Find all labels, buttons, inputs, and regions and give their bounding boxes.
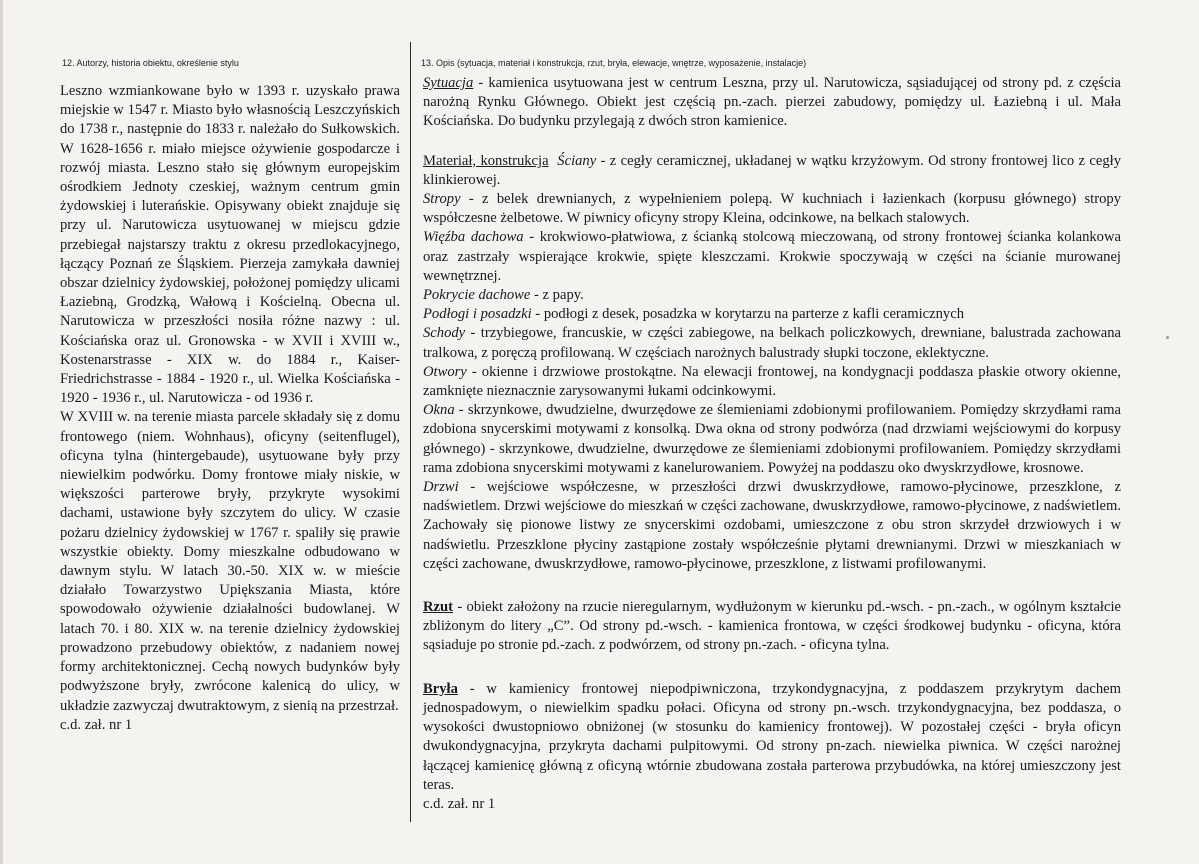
history-column — [60, 82, 400, 735]
history-paragraph-1: Leszno wzmiankowane było w 1393 r. uzyskało prawa miejskie w 1547 r. Miasto było własnością Leszczyńskich do 1738 r., następnie do 1833 r. należało do Sułkowskich. W 1628-1656 r. miało miejsce ożywienie gospodarcze i rozwój miasta. Leszno stało się głównym europejskim ośrodkiem Jednoty czeskiej, ważnym centrum gmin żydowskiej i luterańskie. Opisywany obiekt znajduje się przy ul. Narutowicza usytuowanej w miejscu gdzie przebiegał najstarszy traktu z okresu przedlokacyjnego, łączący Poznań ze Śląskiem. Pierzeja zamykała dawniej obszar dzielnicy żydowskiej, położonej pomiędzy ulicami Łaziebną, Grodzką, Wałową i Kościelną. Obecna ul. Narutowicza w przeszłości nosiła różne nazwy : ul. Kościańska oraz ul. Gronowska - w XVII i XVIII w., Kostenarstrasse - XIX w. do 1884 r., Kaiser-Friedrichstrasse - 1884 - 1920 r., ul. Wielka Kościańska - 1920 - 1936 r., ul. Narutowicza - od 1936 r. — [60, 83, 400, 407]
stairs-paragraph — [423, 324, 1121, 362]
column-divider — [410, 42, 411, 822]
plan-label: Rzut — [423, 599, 453, 616]
description-column — [423, 74, 1121, 814]
description-footer: c.d. zał. nr 1 — [423, 795, 496, 812]
windows-paragraph — [423, 401, 1121, 478]
roofing-label: Pokrycie dachowe — [423, 287, 531, 304]
stairs-label: Schody — [423, 325, 466, 342]
ceilings-text: - z belek drewnianych, z wypełnieniem polepą. W kuchniach i łazienkach (korpusu głównego) stropy współczesne żelbetowe. W piwnicy oficyny stropy Kleina, odcinkowe, na belkach stalowych. — [423, 191, 1121, 227]
floors-text: - podłogi z desek, posadzka w korytarzu na parterze z kafli ceramicznych — [531, 306, 964, 323]
history-footer: c.d. zał. nr 1 — [60, 716, 133, 733]
stairs-text: - trzybiegowe, francuskie, w części zabiegowe, na belkach policzkowych, drewniane, balustrada zachowana tralkowa, z poręczą profilowaną. W częściach narożnych balustrady słupki toczone, eklektyczne. — [423, 325, 1121, 361]
scan-dot — [1166, 336, 1169, 339]
walls-label: Ściany — [557, 152, 597, 169]
roof-truss-text: - krokwiowo-płatwiowa, z ścianką stolcową mieczowaną, od strony frontowej ścianka kolankowa oraz zastrzały wspierające krokwie, spięte kleszczami. Krokwie spoczywają w części na ścianie murowanej wewnętrznej. — [423, 229, 1121, 284]
roof-truss-paragraph — [423, 228, 1121, 286]
openings-paragraph — [423, 363, 1121, 401]
situation-label: Sytuacja — [423, 75, 474, 91]
situation-paragraph — [423, 74, 1121, 132]
floors-label: Podłogi i posadzki — [423, 306, 532, 323]
openings-text: - okienne i drzwiowe prostokątne. Na elewacji frontowej, na kondygnacji poddasza płaskie otwory okienne, zamknięte nieznacznie zarysowanymi łukami odcinkowymi. — [423, 363, 1121, 400]
right-section-header: 13. Opis (sytuacja, materiał i konstrukcja, rzut, bryła, elewacje, wnętrze, wyposażenie, instalacje) — [421, 58, 807, 68]
scan-edge — [0, 0, 3, 864]
walls-text: - z cegły ceramicznej, układanej w wątku krzyżowym. Od strony frontowej lico z cegły klinkierowej. — [423, 152, 1121, 188]
doors-paragraph — [423, 478, 1121, 574]
left-section-header: 12. Autorzy, historia obiektu, określenie stylu — [62, 58, 239, 68]
situation-text: - kamienica usytuowana jest w centrum Leszna, przy ul. Narutowicza, sąsiadującej od strony pd. z częścia narożną Rynku Głównego. Obiekt jest częścią pn.-zach. pierzei zabudowy, pomiędzy ul. Łaziebną i ul. Mała Kościańska. Do budynku przylegają z dwóch stron kamienice. — [423, 75, 1121, 130]
history-paragraph-2: W XVIII w. na terenie miasta parcele składały się z domu frontowego (niem. Wohnhaus), oficyny (seitenflugel), oficyna tylna (hintergebaude), usytuowane były przy niewielkim podwórku. Domy frontowe miały niskie, w większości parterowe bryły, przykryte wysokimi dachami, ustawione były szczytem do ulicy. W czasie pożaru dzielnicy żydowskiej w 1767 r. spaliły się prawie wszystkie obiekty. Domy mieszkalne odbudowano w dawnym stylu. W latach 30.-50. XIX w. w mieście działało Towarzystwo Upiększania Miasta, które spowodowało ożywienie działalności budowlanej. W latach 70. i 80. XIX w. na terenie dzielnicy żydowskiej prowadzono przebudowy obiektów, z nadaniem nowej formy architektonicznej. Cechą nowych budynków były podwyższone bryły, zwrócone kalenicą do ulicy, w układzie zazwyczaj dwutraktowym, z sienią na przestrzał. — [60, 409, 400, 714]
plan-text: - obiekt założony na rzucie nieregularnym, wydłużonym w kierunku pd.-wsch. - pn.-zach., w ogólnym kształcie zbliżonym do litery „C”. Od strony pd.-wsch. - kamienica frontowa, w części środkowej budynku - oficyna, która sąsiaduje po stronie pd.-zach. z podwórzem, od strony pn.-zach. - oficyna tylna. — [423, 599, 1121, 654]
roof-truss-label: Więźba dachowa — [423, 229, 524, 246]
roofing-paragraph — [423, 286, 1121, 305]
windows-text: - skrzynkowe, dwudzielne, dwurzędowe ze ślemieniami zdobionymi profilowaniem. Pomiędzy skrzydłami rama zdobiona snycerskimi motywami z konsolką. Dwa okna od strony podwórza (nad drzwiami wejściowymi do korpusy głównego) - skrzynkowe, dwudzielne, dwurzędowe ze ślemieniami zdobionymi profilowaniem. Pomiędzy skrzydłami rama zdobiona snycerskimi motywami z kanelurowaniem. Powyżej na poddaszu oko dwyskrzydłowe, krosnowe. — [423, 402, 1121, 476]
material-label: Materiał, konstrukcja — [423, 152, 549, 169]
ceilings-paragraph — [423, 190, 1121, 228]
floors-paragraph — [423, 305, 1121, 324]
massing-label: Bryła — [423, 680, 458, 697]
windows-label: Okna — [423, 402, 455, 419]
doors-text: - wejściowe współczesne, w przeszłości drzwi dwuskrzydłowe, ramowo-płycinowe, przeszklone, z nadświetlem. Drzwi wejściowe do mieszkań w części zachowane, dwuskrzydłowe, ramowo-płycinowe, z nadświetlem. Zachowały się pionowe listwy ze snycerskimi ozdobami, umieszczone z obu stron skrzydeł drzwiowych i w nadświetlu. Przeszklone płyciny zastąpione zostały współcześnie płytami drewnianymi. Drzwi w mieszkaniach w części zachowane, dwuskrzydłowe, ramowo-płycinowe, przeszklone, z listwami profilowanymi. — [423, 479, 1121, 572]
plan-paragraph — [423, 598, 1121, 656]
openings-label: Otwory — [423, 363, 467, 380]
doors-label: Drzwi — [423, 479, 459, 496]
massing-text: - w kamienicy frontowej niepodpiwniczona, trzykondygnacyjna, z poddaszem przykrytym dachem jednospadowym, o niewielkim spadku połaci. Oficyna od strony pn.-wsch. trzykondygnacyjna, bez poddasza, o wysokości dwustopniowo obniżonej (w stosunku do kamienicy frontowej). W pozostałej części - bryła oficyn dwukondygnacyjna, przykryta dachami pulpitowymi. Od strony pn-zach. niewielka piwnica. W części narożnej łączącej kamienicę główną z oficyną wtórnie zbudowana została parterowa przybudówka, na której umieszczony jest teras. — [423, 680, 1121, 793]
roofing-text: - z papy. — [530, 287, 584, 304]
walls-paragraph — [423, 152, 1121, 190]
massing-paragraph — [423, 680, 1121, 795]
ceilings-label: Stropy — [423, 191, 461, 208]
